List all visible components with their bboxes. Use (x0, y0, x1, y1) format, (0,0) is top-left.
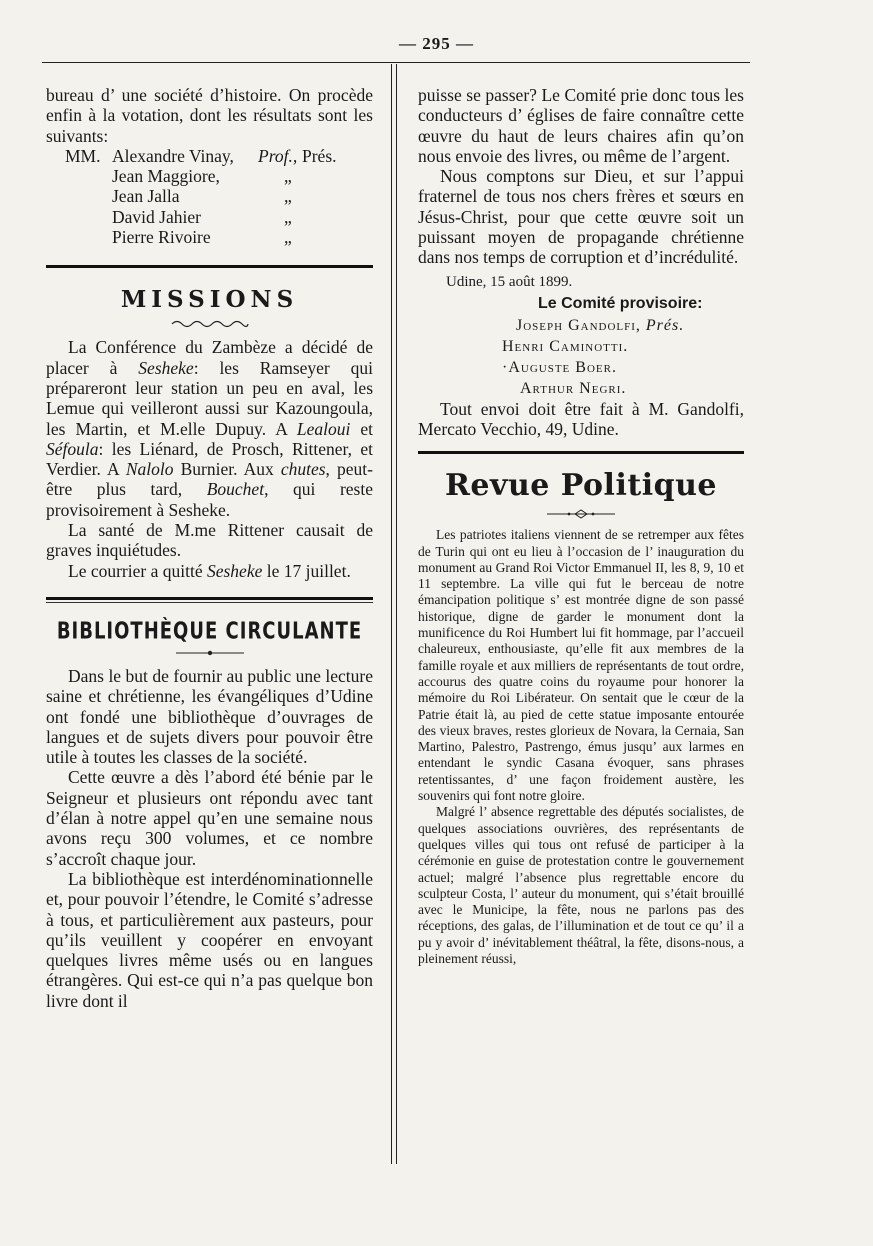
place-name: Sesheke (138, 357, 194, 378)
member-role: „ (284, 186, 292, 207)
election-intro: bureau d’ une société d’histoire. On procède enfin à la votation, dont les résultats sont les suivants: (46, 85, 373, 146)
committee-list (418, 315, 744, 399)
committee-member (520, 378, 744, 399)
text-run: et (350, 418, 373, 439)
committee-member (516, 315, 744, 336)
biblio-body (46, 666, 373, 1011)
missions-heading: MISSIONS (120, 286, 299, 314)
text-run: Le courrier a quitté (68, 560, 207, 581)
place-name: Bouchet (206, 479, 265, 500)
revue-body (418, 527, 744, 967)
committee-heading: Le Comité provisoire: (538, 294, 703, 312)
committee-name: ·Auguste Boer. (502, 358, 617, 376)
right-column (418, 85, 744, 967)
page-number: — 295 — (399, 34, 474, 53)
member-title: Prof., (258, 145, 298, 166)
member-row (46, 166, 373, 186)
committee-member (502, 336, 744, 357)
committee-name: Arthur Negri. (520, 379, 627, 397)
member-role: Prés. (302, 145, 337, 166)
member-row (46, 186, 373, 206)
column-divider (391, 64, 392, 1164)
missions-paragraph (46, 561, 373, 581)
section-rule (418, 451, 744, 454)
member-prefix: MM. (65, 145, 101, 166)
member-role: „ (284, 227, 292, 248)
biblio-paragraph: Dans le but de fournir au public une lecture saine et chrétienne, les évangéliques d’Udine ont fondé une bibliothèque d’ouvrages de langues et de sujets divers pour pouvoir être utile à toutes les classes de la société. (46, 665, 373, 768)
committee-name: Joseph Gandolfi, (516, 316, 641, 334)
section-rule (46, 602, 373, 603)
revue-paragraph: Les patriotes italiens viennent de se retremper aux fêtes de Turin qui ont eu lieu à l’occasion de l’ inauguration du monument au Grand Roi Victor Emmanuel II, les 8, 9, 10 et 11 septembre. La ville qui fut le berceau de notre émancipation politique s’ est montrée digne de son passé historique, digne de garder le monument dont la munificence du Roi Humbert lui fit hommage, par l’accueil chaleureux, enthousiaste, qu’elle fit aux membres de la famille royale et aux milliers de représentants de tout ordre, accourus des quatre coins du royaume pour honorer la mémoire du Roi Libérateur. On sentait que le cœur de la Patrie était là, au pied de cette statue imposante entourée des vieux braves, restes glorieux de Novara, la Cernaia, San Martino, Palestro, Pastrengo, émus jusqu’ aux larmes en entendant le syndic Casana évoquer, sans phrases retentissantes, d’ une façon froidement austère, les souvenirs qui font notre gloire. (418, 527, 744, 804)
member-row (46, 146, 373, 166)
revue-paragraph: Malgré l’ absence regrettable des députés socialistes, de quelques associations ouvrières, des représentants de quelques villes qui tous ont refusé de participer à la cérémonie en guise de protestation contre le gouvernement actuel; malgré l’absence plus regrettable encore du sculpteur Costa, l’ auteur du monument, qui s’était brouillé avec le Municipe, la fête, nous ne parlons pas des réceptions, des galas, de l’illumination et de tout ce qu’ il a pu y avoir d’ inévitablement théâtral, la fête, disons-nous, a pleinement réussi, (418, 804, 744, 966)
section-rule (46, 265, 373, 268)
place-name: Séfoula (46, 438, 99, 459)
place-name: chutes (280, 459, 326, 480)
header-rule (42, 62, 750, 63)
member-row (46, 207, 373, 227)
committee-name: Henri Caminotti. (502, 337, 629, 355)
committee-member (502, 357, 744, 378)
left-column (46, 85, 373, 1011)
place-name: Lealoui (296, 418, 351, 439)
committee-role: Prés. (645, 316, 685, 334)
dash-ornament (170, 648, 250, 658)
member-row (46, 227, 373, 247)
biblio-appeal: Nous comptons sur Dieu, et sur l’appui fraternel de tous nos chers frères et sœurs en Jésus-Christ, pour que cette œuvre soit un puissant moyen de propagande chrétienne dans nos temps de corruption et d’incrédulité. (418, 166, 744, 268)
text-run: La Conférence du Zambèze a décidé de placer à (46, 337, 373, 378)
missions-body (46, 337, 373, 581)
revue-heading: Revue Politique (445, 468, 717, 504)
text-run: : les Ramseyer qui prépareront leur station un peu en aval, les Lemue qui veilleront aussi sur Kazoungoula, les Martin, et M.elle Dupuy. A (46, 357, 373, 439)
missions-paragraph (46, 337, 373, 520)
member-name: Pierre Rivoire (112, 227, 211, 248)
elected-members-list (46, 146, 373, 247)
biblio-paragraph: La bibliothèque est interdénominationnelle et, pour pouvoir l’étendre, le Comité s’adresse à tous, et particulièrement aux pasteurs, pour qu’ils veuillent y coopérer en envoyant quelques livres même usés ou en langues étrangères. Qui est-ce qui n’a pas quelque bon livre dont il (46, 868, 373, 1011)
missions-paragraph (46, 520, 373, 561)
place-name: Sesheke (206, 560, 263, 581)
section-rule (46, 597, 373, 600)
text-run: La santé de M.me Rittener causait de graves inquiétudes. (46, 520, 373, 561)
text-run: : les Liénard, de Prosch, Rittener, et Verdier. A (46, 438, 373, 480)
text-run: , qui reste provisoirement à Sesheke. (46, 479, 373, 520)
biblio-heading: BIBLIOTHÈQUE CIRCULANTE (56, 617, 363, 646)
member-role: „ (284, 166, 292, 187)
member-name: Jean Jalla (112, 186, 180, 207)
text-run: le 17 juillet. (262, 560, 351, 581)
shipping-note: Tout envoi doit être fait à M. Gandolfi, Mercato Vecchio, 49, Udine. (418, 398, 744, 439)
member-name: David Jahier (112, 206, 201, 227)
biblio-continuation: puisse se passer? Le Comité prie donc tous les conducteurs d’ églises de faire connaître cette œuvre du haut de leurs chaires afin qu’on nous envoie des livres, ou même de l’argent. (418, 85, 744, 166)
member-name: Jean Maggiore, (112, 166, 220, 187)
member-role: „ (284, 206, 292, 227)
signature-date: Udine, 15 août 1899. (446, 273, 573, 290)
text-run: Burnier. Aux (173, 459, 281, 480)
place-name: Nalolo (125, 459, 174, 480)
diamond-ornament (541, 509, 621, 519)
member-name: Alexandre Vinay, (112, 145, 234, 166)
biblio-paragraph: Cette œuvre a dès l’abord été bénie par le Seigneur et plusieurs ont répondu avec tant d’élan à notre appel qu’en une semaine nous avons reçu 300 volumes, et ce nombre s’accroît chaque jour. (46, 767, 373, 869)
column-divider (396, 64, 397, 1164)
text-run: , peut-être plus tard, (46, 459, 373, 500)
wavy-ornament (170, 319, 250, 329)
